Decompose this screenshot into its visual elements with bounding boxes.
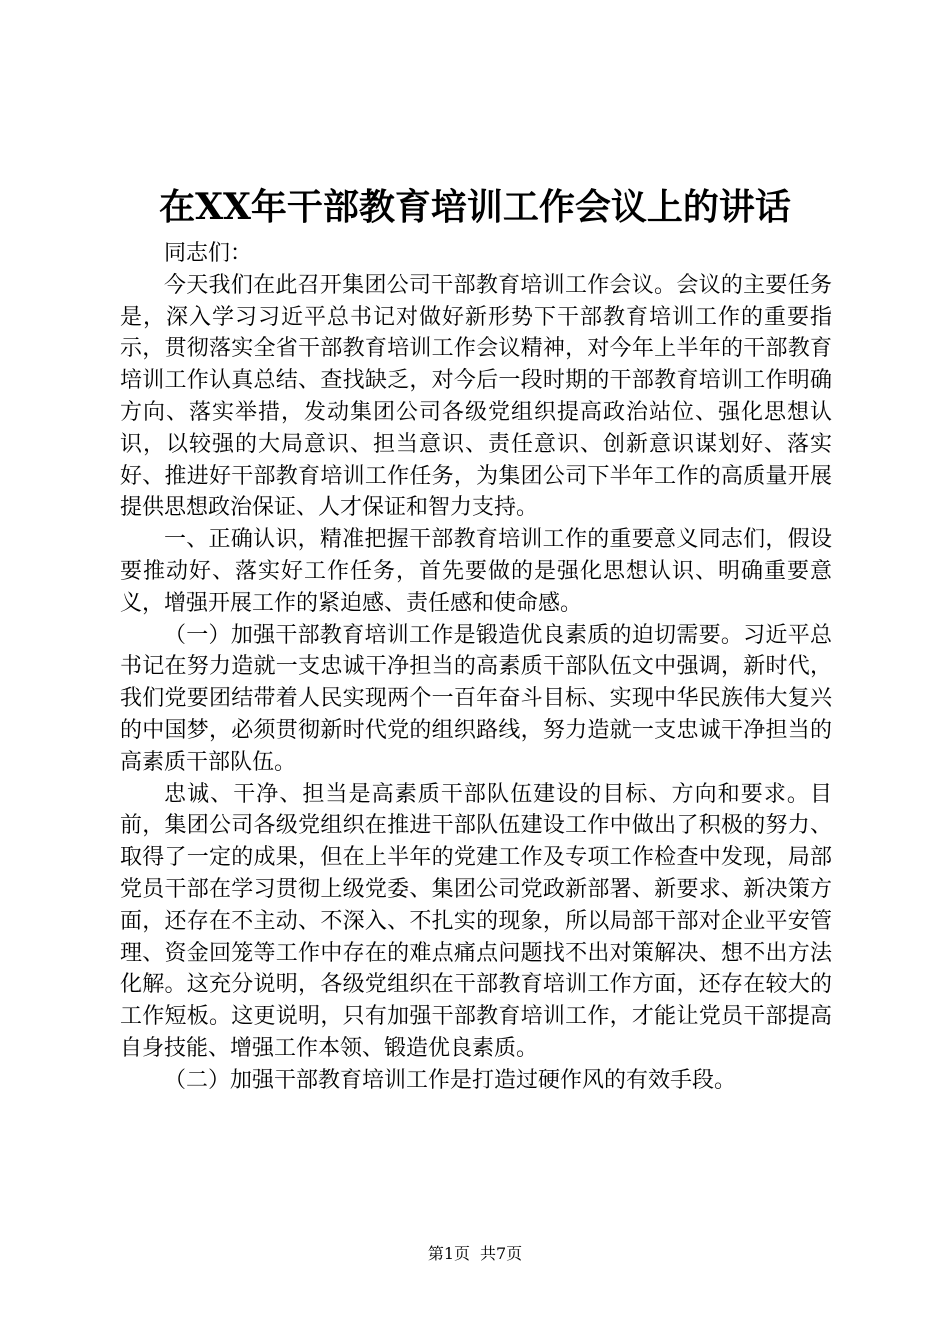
page-footer <box>0 1243 950 1265</box>
section-one-paragraph: 一、正确认识，精准把握干部教育培训工作的重要意义同志们，假设要推动好、落实好工作任务，首先要做的是强化思想认识、明确重要意义，增强开展工作的紧迫感、责任感和使命感。 <box>120 527 832 616</box>
body-paragraph: 忠诚、干净、担当是高素质干部队伍建设的目标、方向和要求。目前，集团公司各级党组织在推进干部队伍建设工作中做出了积极的努力、取得了一定的成果，但在上半年的党建工作及专项工作检查中发现，局部党员干部在学习贯彻上级党委、集团公司党政新部署、新要求、新决策方面，还存在不主动、不深入、不扎实的现象，所以局部干部对企业平安管理、资金回笼等工作中存在的难点痛点问题找不出对策解决、想不出方法化解。这充分说明，各级党组织在干部教育培训工作方面，还存在较大的工作短板。这更说明，只有加强干部教育培训工作，才能让党员干部提高自身技能、增强工作本领、锻造优良素质。 <box>120 781 832 1061</box>
document-title: 在XX年干部教育培训工作会议上的讲话 <box>159 186 791 228</box>
subsection-two-paragraph: （二）加强干部教育培训工作是打造过硬作风的有效手段。 <box>164 1067 737 1093</box>
salutation-paragraph: 同志们： <box>164 241 253 266</box>
page-number: 第1页 <box>427 1244 470 1263</box>
subsection-one-paragraph: （一）加强干部教育培训工作是锻造优良素质的迫切需要。习近平总书记在努力造就一支忠诚干净担当的高素质干部队伍文中强调，新时代，我们党要团结带着人民实现两个一百年奋斗目标、实现中华民族伟大复兴的中国梦，必须贯彻新时代党的组织路线，努力造就一支忠诚干净担当的高素质干部队伍。 <box>120 622 832 775</box>
intro-paragraph: 今天我们在此召开集团公司干部教育培训工作会议。会议的主要任务是，深入学习习近平总书记对做好新形势下干部教育培训工作的重要指示，贯彻落实全省干部教育培训工作会议精神，对今年上半年的干部教育培训工作认真总结、查找缺乏，对今后一段时期的干部教育培训工作明确方向、落实举措，发动集团公司各级党组织提高政治站位、强化思想认识，以较强的大局意识、担当意识、责任意识、创新意识谋划好、落实好、推进好干部教育培训工作任务，为集团公司下半年工作的高质量开展提供思想政治保证、人才保证和智力支持。 <box>120 272 832 521</box>
document-body <box>120 238 832 1097</box>
page-total: 共7页 <box>480 1244 523 1263</box>
